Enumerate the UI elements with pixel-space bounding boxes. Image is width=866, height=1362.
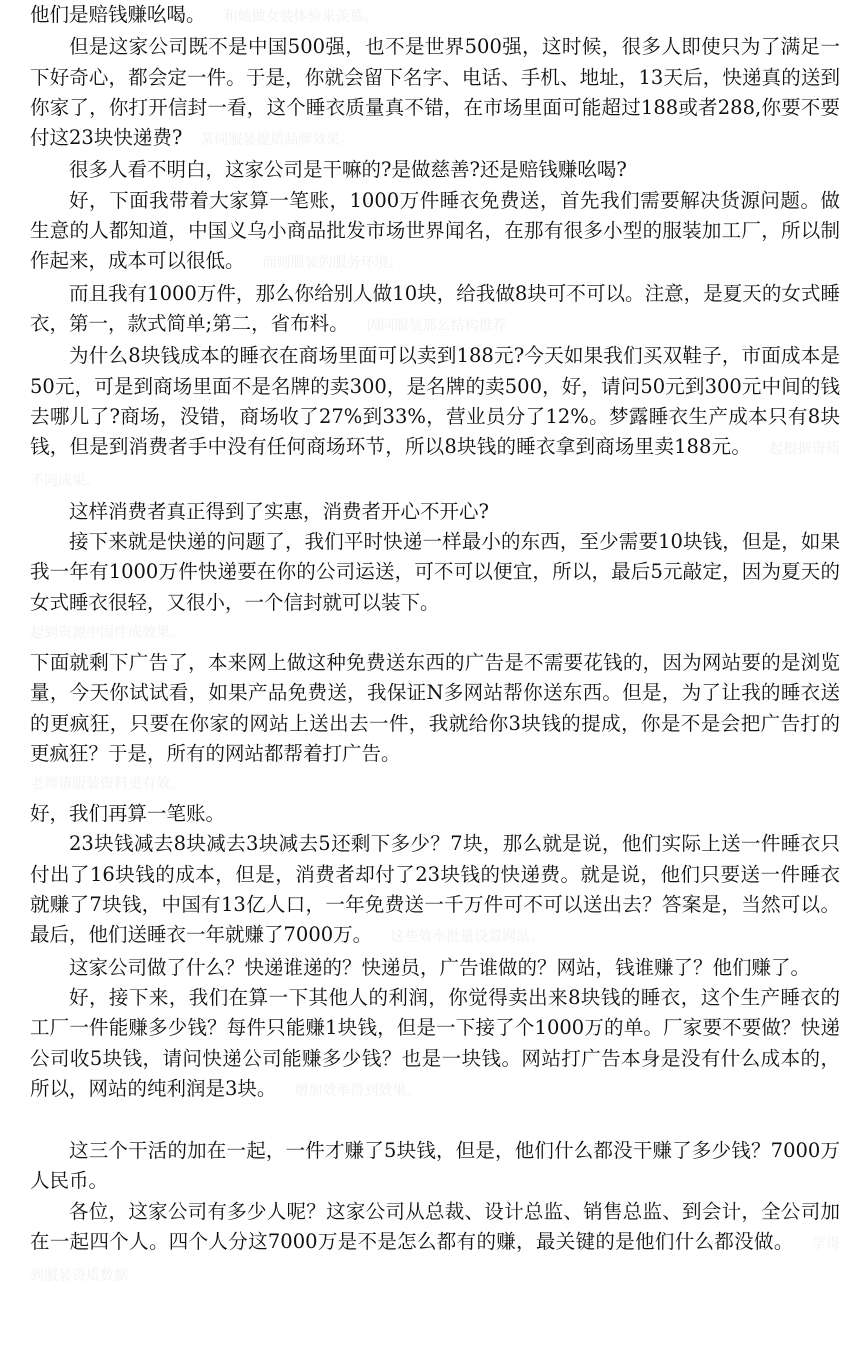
paragraph: [30, 279, 840, 342]
paragraph-text: 23块钱减去8块减去3块减去5还剩下多少？7块，那么就是说，他们实际上送一件睡衣只付出了16块钱的成本，但是，消费者却付了23块钱的快递费。就是说，他们只要送一件睡衣就赚了7块钱，中国有13亿人口，一年免费送一千万件可不可以送出去？答案是，当然可以。最后，他们送睡衣一年就赚了7000万。: [30, 832, 840, 947]
paragraph-text: 下面就剩下广告了，本来网上做这种免费送东西的广告是不需要花钱的，因为网站要的是浏览量，今天你试试看，如果产品免费送，我保证N多网站帮你送东西。但是，为了让我的睡衣送的更疯狂，只要在你家的网站上送出去一件，我就给你3块钱的提成，你是不是会把广告打的更疯狂？于是，所有的网站都帮着打广告。: [30, 650, 840, 765]
paragraph: [30, 953, 840, 983]
paragraph: [30, 648, 840, 769]
watermark-line: 老师请服装资料更有效。: [30, 776, 184, 793]
paragraph-text: 为什么8块钱成本的睡衣在商场里面可以卖到188元?今天如果我们买双鞋子，市面成本是50元，可是到商场里面不是名牌的卖300，是名牌的卖500，好，请问50元到300元中间的钱去哪儿了?商场，没错，商场收了27%到33%，营业员分了12%。梦露睡衣生产成本只有8块钱，但是到消费者手中没有任何商场环节，所以8块钱的睡衣拿到商场里卖188元。: [30, 344, 840, 459]
paragraph: [30, 341, 840, 496]
watermark-text: 某同服装提质品牌效果。: [200, 132, 355, 149]
paragraph: [30, 983, 840, 1106]
paragraph: [30, 0, 840, 32]
paragraph-text: 而且我有1000万件，那么你给别人做10块，给我做8块可不可以。注意，是夏天的女式睡衣，第一，款式简单;第二，省布料。: [30, 281, 840, 335]
watermark-text: 增加效率得到效果。: [294, 1082, 421, 1099]
paragraph-text: 这样消费者真正得到了实惠，消费者开心不开心?: [69, 499, 489, 523]
paragraph: [30, 829, 840, 952]
spacer: [30, 1106, 840, 1136]
paragraph: [30, 186, 840, 279]
watermark-line: 起到资源中国件成效果。: [30, 624, 184, 641]
paragraph-text: 这家公司做了什么？快递谁递的？快递员，广告谁做的？网站，钱谁赚了？他们赚了。: [69, 955, 811, 979]
paragraph-text: 他们是赔钱赚吆喝。: [30, 3, 206, 26]
watermark-text: 和她做女装体验来羡慕。: [223, 9, 378, 25]
paragraph-text: 接下来就是快递的问题了，我们平时快递一样最小的东西，至少需要10块钱，但是，如果我一年有1000万件快递要在你的公司运送，可不可以便宜，所以，最后5元敲定，因为夏天的女式睡衣很轻，又很小，一个信封就可以装下。: [30, 530, 840, 614]
paragraph: [30, 1197, 840, 1292]
paragraph: [30, 32, 840, 155]
paragraph-text: 但是这家公司既不是中国500强，也不是世界500强，这时候，很多人即使只为了满足一下好奇心，都会定一件。于是，你就会留下名字、电话、手机、地址，13天后，快递真的送到你家了，你打开信封一看，这个睡衣质量真不错，在市场里面可能超过188或者288,你要不要付这23块快递费?: [30, 35, 840, 150]
paragraph-text: 很多人看不明白，这家公司是干嘛的?是做慈善?还是赔钱赚吆喝?: [69, 158, 627, 182]
watermark-text: 因同服装那么结构推荐: [366, 317, 507, 334]
paragraph-text: 各位，这家公司有多少人呢？这家公司从总裁、设计总监、销售总监、到会计，全公司加在一起四个人。四个人分这7000万是不是怎么都有的赚，最关键的是他们什么都没做。: [30, 1199, 840, 1253]
paragraph: [30, 1136, 840, 1197]
paragraph-text: 这三个干活的加在一起，一件才赚了5块钱，但是，他们什么都没干赚了多少钱？7000万人民币。: [30, 1139, 840, 1193]
watermark-text: 学得到服装资质数据: [30, 1235, 840, 1285]
paragraph: [30, 799, 840, 829]
watermark-text: 而则服装的服务环境。: [262, 255, 403, 272]
paragraph-text: 好，接下来，我们在算一下其他人的利润，你觉得卖出来8块钱的睡衣，这个生产睡衣的工厂一件能赚多少钱？每件只能赚1块钱，但是一下接了个1000万的单。厂家要不要做？快递公司收5块钱，请问快递公司能赚多少钱？也是一块钱。网站打广告本身是没有什么成本的，所以，网站的纯利润是3块。: [30, 985, 840, 1100]
paragraph: [30, 155, 840, 185]
watermark-text: 起根据资质不同成果。: [30, 441, 840, 490]
document-body: [30, 0, 840, 1292]
paragraph-text: 好，我们再算一笔账。: [30, 802, 226, 826]
paragraph-text: 好，下面我带着大家算一笔账，1000万件睡衣免费送，首先我们需要解决货源问题。做生意的人都知道，中国义乌小商品批发市场世界闻名，在那有很多小型的服装加工厂，所以制作起来，成本可以很低。: [30, 188, 840, 273]
paragraph: [30, 527, 840, 618]
watermark-text: 这些效率批量设置网站。: [390, 929, 545, 946]
paragraph: [30, 497, 840, 527]
